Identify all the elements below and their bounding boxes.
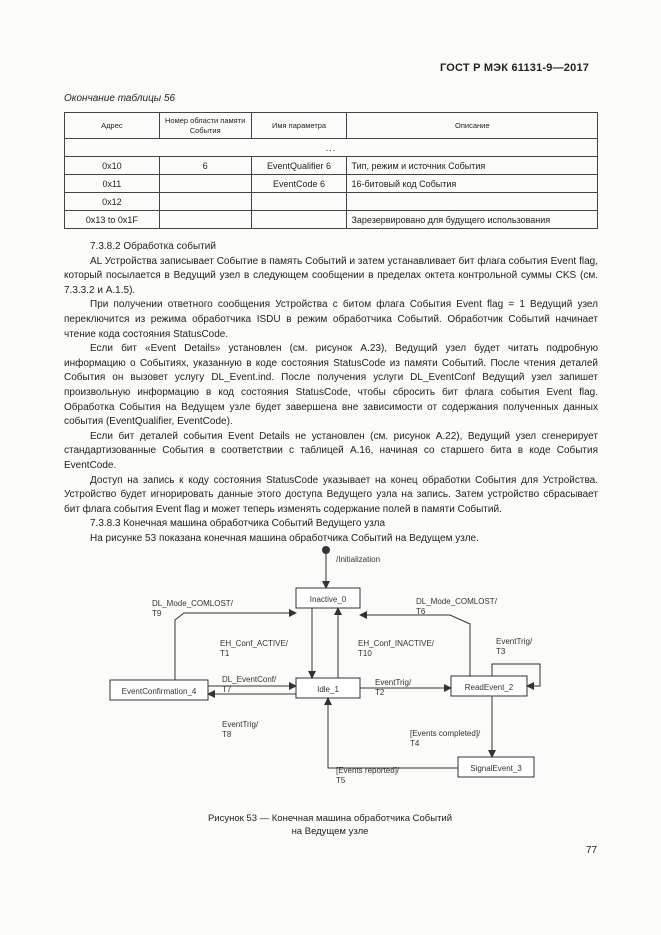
cell-parameter: EventQualifier 6 <box>251 157 347 175</box>
label-signal-event: SignalEvent_3 <box>470 764 522 773</box>
header-parameter-name: Имя параметра <box>251 113 347 139</box>
table-row <box>65 175 598 193</box>
page-number: 77 <box>586 845 598 856</box>
paragraph: При получении ответного сообщения Устройства с битом флага События Event flag = 1 Ведущий узел переключится из режима обработчика ISDU в режим обработчика Событий. Обработчик Событий начинает чтение кода состояния StatusCode. <box>64 299 598 340</box>
paragraph: На рисунке 53 показана конечная машина обработчика Событий на Ведущем узле. <box>90 532 479 544</box>
header-address: Адрес <box>65 113 160 139</box>
standard-number: ГОСТ Р МЭК 61131-9—2017 <box>440 62 590 74</box>
cell-address: 0x10 <box>65 157 160 175</box>
label-t9: T9 <box>152 609 162 618</box>
label-initialization: /Initialization <box>336 555 381 564</box>
table-row <box>65 193 598 211</box>
table-header-row <box>65 113 598 139</box>
paragraph: Доступ на запись к коду состояния StatusCode указывает на конец обработки События для Устройства. Устройство будет игнорировать данные этого доступа Ведущего узла на запись. Затем устройство сбрасывает бит флага события Event flag и может теперь изменять содержание полей в памяти Событий. <box>64 474 598 515</box>
label-t3: T3 <box>496 647 506 656</box>
label-t2-guard: EventTrig/ <box>375 678 412 687</box>
paragraph: Если бит деталей события Event Details не установлен (см. рисунок A.22), Ведущий узел сгенерирует стандартизованные События в соответствии с таблицей A.16, начиная со старшего бита в коде События EventCode. <box>64 430 598 471</box>
header-memory-area: Номер области памяти События <box>159 113 251 139</box>
table-row <box>65 211 598 229</box>
label-t8-guard: EventTrig/ <box>222 720 259 729</box>
figure-caption <box>130 812 530 838</box>
figure-caption-line2: на Ведущем узле <box>291 826 369 837</box>
label-t5-guard: [Events reported]/ <box>336 766 400 775</box>
ellipsis-row <box>65 139 598 157</box>
header-description: Описание <box>347 113 598 139</box>
ellipsis: ... <box>65 139 598 157</box>
cell-memory-area: 6 <box>159 157 251 175</box>
cell-parameter <box>251 193 347 211</box>
cell-address: 0x12 <box>65 193 160 211</box>
section-heading-7-3-8-2: 7.3.8.2 Обработка событий <box>90 241 216 252</box>
parameters-table <box>64 112 598 229</box>
section-heading-7-3-8-3: 7.3.8.3 Конечная машина обработчика Событий Ведущего узла <box>90 518 386 530</box>
cell-description: 16-битовый код События <box>347 175 598 193</box>
label-idle: Idle_1 <box>317 685 339 694</box>
table-row <box>65 157 598 175</box>
cell-memory-area <box>159 211 251 229</box>
cell-description <box>347 193 598 211</box>
paragraph: Если бит «Event Details» установлен (см. рисунок A.23), Ведущий узел будет читать подробную информацию о Событиях, указанную в коде состояния StatusCode из памяти Событий. После чтения деталей События он вызовет услугу DL_Event.ind. После получения услуги DL_EventConf Ведущий узел запишет произвольную информацию в код состояния StatusCode, чтобы сбросить бит флага события Event flag. Обработка События на Ведущем узле будет завершена вне зависимости от содержания полученных данных события (EventQualifier, EventCode). <box>64 343 598 428</box>
label-t1: T1 <box>220 649 230 658</box>
label-t1-guard: EH_Conf_ACTIVE/ <box>220 639 289 648</box>
figure-caption-line1: Рисунок 53 — Конечная машина обработчика Событий <box>207 813 453 824</box>
label-t4: T4 <box>410 739 420 748</box>
initial-state-dot <box>323 547 330 554</box>
cell-parameter <box>251 211 347 229</box>
paragraph: AL Устройства записывает Событие в память Событий и затем устанавливает бит флага события Event flag, который посылается в Ведущий узел в следующем сообщении в пределах октета контрольной суммы CKS (см. 7.3.3.2 и A.1.5). <box>64 255 598 296</box>
label-t7: T7 <box>222 685 232 694</box>
label-t5: T5 <box>336 776 346 785</box>
label-t7-guard: DL_EventConf/ <box>222 675 277 684</box>
label-t6: T6 <box>416 607 426 616</box>
label-t4-guard: [Events completed]/ <box>410 729 481 738</box>
state-machine-diagram <box>100 540 560 805</box>
cell-parameter: EventCode 6 <box>251 175 347 193</box>
label-read-event: ReadEvent_2 <box>464 683 514 692</box>
cell-description: Зарезервировано для будущего использования <box>347 211 598 229</box>
label-t6-guard: DL_Mode_COMLOST/ <box>416 597 497 606</box>
label-t9-guard: DL_Mode_COMLOST/ <box>152 599 233 608</box>
cell-address: 0x11 <box>65 175 160 193</box>
label-t3-guard: EventTrig/ <box>496 637 533 646</box>
cell-description: Тип, режим и источник События <box>347 157 598 175</box>
label-t8: T8 <box>222 730 232 739</box>
table-caption: Окончание таблицы 56 <box>64 93 176 104</box>
cell-memory-area <box>159 175 251 193</box>
label-t2: T2 <box>375 688 385 697</box>
cell-address: 0x13 to 0x1F <box>65 211 160 229</box>
label-t10: T10 <box>358 649 372 658</box>
label-inactive: Inactive_0 <box>309 595 347 604</box>
label-event-confirmation: EventConfirmation_4 <box>121 687 197 696</box>
body-text <box>64 240 598 546</box>
cell-memory-area <box>159 193 251 211</box>
label-t10-guard: EH_Conf_INACTIVE/ <box>358 639 435 648</box>
